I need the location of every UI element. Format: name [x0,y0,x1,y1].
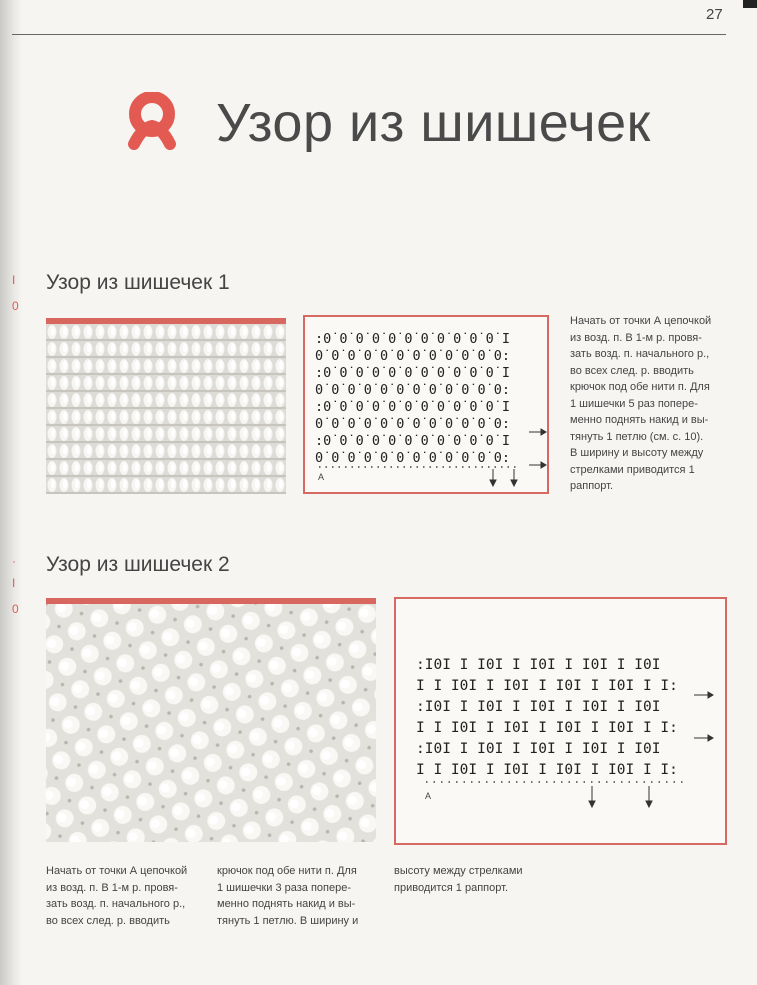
corner-mark [743,0,757,8]
diagram2-row: I I I0I I I0I I I0I I I0I I I: [416,720,678,736]
side-mark-2: · I 0 [12,554,19,616]
diagram1-row: :0˙0˙0˙0˙0˙0˙0˙0˙0˙0˙0˙I [315,399,511,415]
diagram2-row: I I I0I I I0I I I0I I I0I I I: [416,762,678,778]
diagram1-start-label: A [318,472,325,482]
chapter-title: Узор из шишечек [216,93,651,153]
page-gutter-shadow [0,0,22,985]
section1-photo [46,318,286,500]
section1-instructions: Начать от точки А цепочкой из возд. п. В 1-м р. провя- зать возд. п. начального р., во всех след. р. вводить крючок под обе нити п. Для 1 шишечки 5 раз попере- менно поднять накид и вы- тянуть 1 петлю (см. с. 10). В ширину и высоту между стрелками приводится 1 раппорт. [570,315,712,492]
page-number: 27 [706,6,723,23]
section2-instructions-col1: Начать от точки А цепочкой из возд. п. В 1-м р. провя- зать возд. п. начального р., во всех след. р. вводить [46,865,188,927]
section2-diagram [394,597,727,845]
diagram1-row: :0˙0˙0˙0˙0˙0˙0˙0˙0˙0˙0˙I [315,365,511,381]
ribbon-icon [120,92,184,158]
diagram2-row: :I0I I I0I I I0I I I0I I I0I [416,741,661,757]
section2-photo [46,598,376,848]
diagram2-row: :I0I I I0I I I0I I I0I I I0I [416,699,661,715]
section2-title: Узор из шишечек 2 [46,553,230,576]
diagram1-row: 0˙0˙0˙0˙0˙0˙0˙0˙0˙0˙0˙0: [315,382,511,398]
section2-instructions-col3: высоту между стрелками приводится 1 раппорт. [394,865,523,894]
side-mark-1: I 0 [12,273,19,313]
diagram2-row: :I0I I I0I I I0I I I0I I I0I [416,657,661,673]
section1-title: Узор из шишечек 1 [46,271,230,294]
header-rule [12,34,726,35]
diagram2-row: I I I0I I I0I I I0I I I0I I I: [416,678,678,694]
diagram1-row: 0˙0˙0˙0˙0˙0˙0˙0˙0˙0˙0˙0: [315,348,511,364]
diagram1-row: :0˙0˙0˙0˙0˙0˙0˙0˙0˙0˙0˙I [315,433,511,449]
diagram2-start-label: A [425,791,432,801]
section1-diagram [303,315,549,494]
diagram1-row: 0˙0˙0˙0˙0˙0˙0˙0˙0˙0˙0˙0: [315,450,511,466]
diagram1-row: :0˙0˙0˙0˙0˙0˙0˙0˙0˙0˙0˙I [315,331,511,347]
diagram1-row: 0˙0˙0˙0˙0˙0˙0˙0˙0˙0˙0˙0: [315,416,511,432]
section2-instructions-col2: крючок под обе нити п. Для 1 шишечки 3 раза попере- менно поднять накид и вы- тянуть 1 петлю. В ширину и [217,865,359,927]
